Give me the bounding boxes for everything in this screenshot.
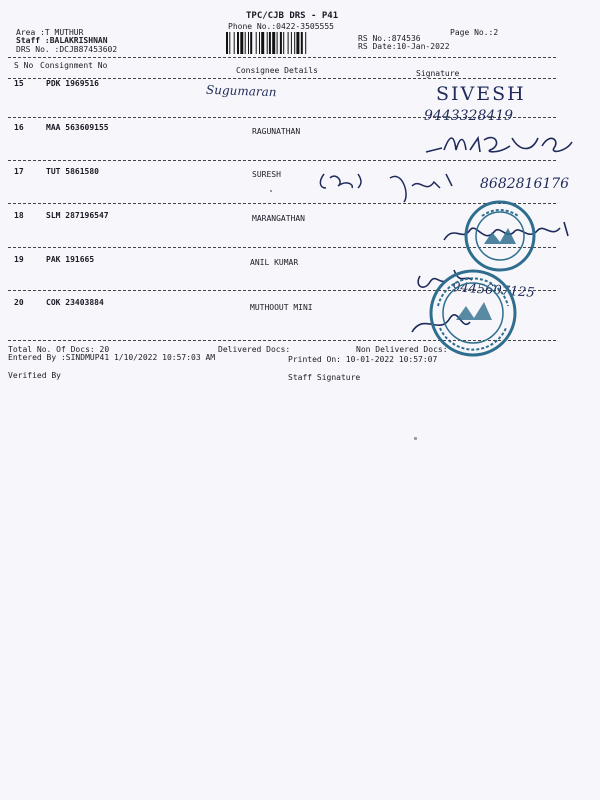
barcode-bar [259, 32, 260, 54]
col-consignee: Consignee Details [236, 66, 318, 75]
col-consignment: Consignment No [40, 61, 108, 70]
area-label: Area :T MUTHUR [16, 28, 84, 37]
barcode-bar [234, 32, 235, 54]
row-sno: 15 [14, 79, 24, 88]
total-docs: Total No. Of Docs: 20 [8, 345, 110, 354]
row-consignment: PAK 191665 [46, 255, 95, 264]
entered-by: Entered By :SINDMUP41 1/10/2022 10:57:03 AM [8, 353, 216, 362]
barcode-bar [245, 32, 246, 54]
barcode-bar [269, 32, 271, 54]
barcode-bar [301, 32, 303, 54]
barcode-bar [294, 32, 295, 54]
row-sno: 20 [14, 298, 24, 307]
barcode-bar [283, 32, 284, 54]
barcode-bar [229, 32, 230, 54]
row-consignment: PDK 1969516 [46, 79, 99, 88]
barcode-bar [237, 32, 239, 54]
row-sno: 18 [14, 211, 24, 220]
non-delivered-docs: Non Delivered Docs: [356, 345, 448, 354]
row-consignee: ANIL KUMAR [250, 258, 299, 267]
row-consignment: SLM 287196547 [46, 211, 109, 220]
row-consignment: COK 23403884 [46, 298, 104, 307]
barcode-bar [305, 32, 306, 54]
barcode [226, 32, 352, 54]
barcode-bar [240, 32, 243, 54]
handwritten-phone: 8682816176 [480, 176, 570, 192]
handwritten-signature: SIVESH [436, 83, 526, 105]
barcode-bar [296, 32, 299, 54]
company-seal [462, 198, 538, 274]
col-signature: Signature [416, 69, 460, 78]
scan-speck [414, 437, 417, 440]
row-consignee: RAGUNATHAN [252, 127, 301, 136]
row-consignee: SURESH [252, 170, 281, 179]
barcode-bar [256, 32, 257, 54]
barcode-bar [277, 32, 278, 54]
scan-speck [270, 190, 272, 192]
barcode-bar [280, 32, 282, 54]
row-sno: 19 [14, 255, 24, 264]
signature-scribble [318, 168, 478, 208]
barcode-bar [248, 32, 249, 54]
barcode-bar [261, 32, 264, 54]
staff-signature: Staff Signature [288, 373, 361, 382]
col-sno: S No [14, 61, 34, 70]
barcode-bar [267, 32, 268, 54]
barcode-bar [272, 32, 275, 54]
handwritten-phone: 9443328419 [424, 108, 514, 124]
divider [8, 57, 556, 58]
handwritten-phone: 9445607125 [451, 280, 536, 301]
sheet-title: TPC/CJB DRS - P41 [246, 11, 339, 21]
barcode-bar [226, 32, 228, 54]
rs-number: RS No.:874536 [358, 34, 421, 43]
barcode-bar [291, 32, 292, 54]
rs-date: RS Date:10-Jan-2022 [358, 42, 450, 51]
row-consignee: MUTHOOUT MINI [250, 303, 313, 312]
drs-number: DRS No. :DCJB87453602 [16, 45, 118, 54]
barcode-bar [250, 32, 252, 54]
staff-label: Staff :BALAKRISHNAN [16, 36, 108, 45]
row-consignee: MARANGATHAN [252, 214, 305, 223]
row-sno: 16 [14, 123, 24, 132]
row-consignment: TUT 5861580 [46, 167, 99, 176]
signature-scribble [420, 126, 580, 162]
row-consignment: MAA 563609155 [46, 123, 109, 132]
handwritten-name: Sugumaran [205, 82, 277, 100]
verified-by: Verified By [8, 371, 61, 380]
delivered-docs: Delivered Docs: [218, 345, 291, 354]
page-number: Page No.:2 [450, 28, 499, 37]
phone-number: Phone No.:0422-3505555 [228, 22, 334, 31]
printed-on: Printed On: 10-01-2022 10:57:07 [288, 355, 438, 364]
row-sno: 17 [14, 167, 24, 176]
barcode-bar [288, 32, 289, 54]
